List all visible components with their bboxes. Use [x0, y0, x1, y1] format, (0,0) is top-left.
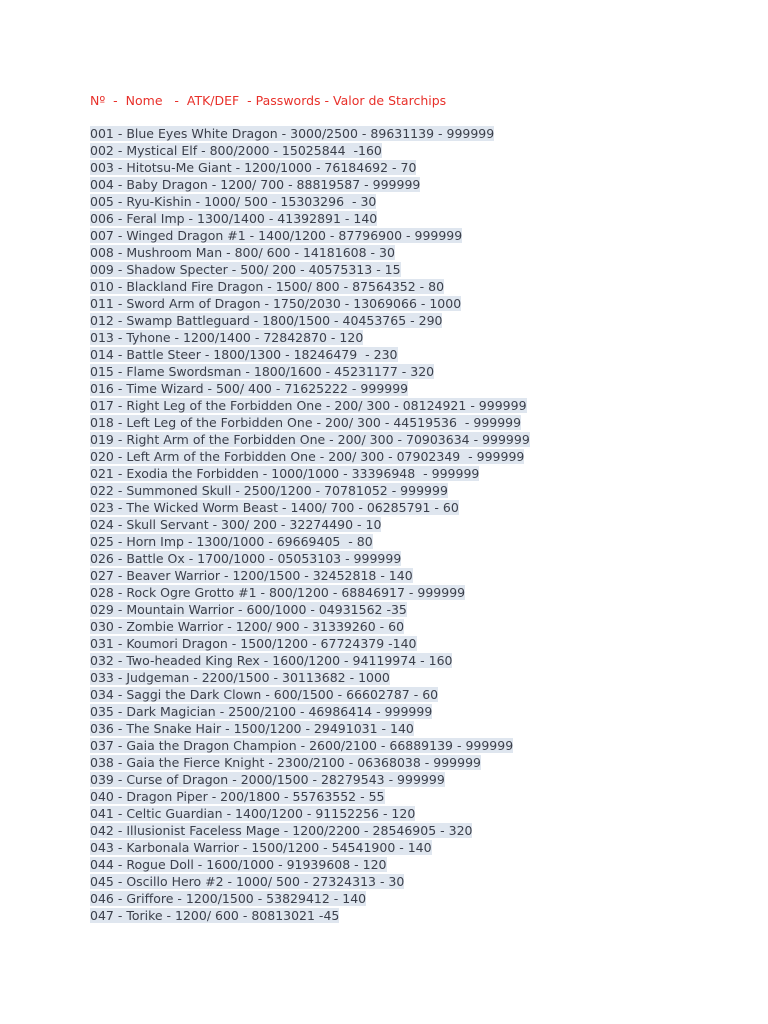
list-item-text: 008 - Mushroom Man - 800/ 600 - 14181608 - 30 — [90, 245, 395, 260]
list-item — [90, 754, 750, 771]
list-item-text: 015 - Flame Swordsman - 1800/1600 - 45231177 - 320 — [90, 364, 435, 379]
list-item — [90, 567, 750, 584]
list-item-text: 046 - Griffore - 1200/1500 - 53829412 - 140 — [90, 891, 367, 906]
list-item — [90, 193, 750, 210]
list-item — [90, 601, 750, 618]
list-item — [90, 482, 750, 499]
list-item — [90, 244, 750, 261]
list-item-text: 039 - Curse of Dragon - 2000/1500 - 28279543 - 999999 — [90, 772, 445, 787]
list-item — [90, 227, 750, 244]
list-item-text: 007 - Winged Dragon #1 - 1400/1200 - 87796900 - 999999 — [90, 228, 463, 243]
list-item — [90, 720, 750, 737]
list-item-text: 025 - Horn Imp - 1300/1000 - 69669405 - 80 — [90, 534, 373, 549]
list-item — [90, 125, 750, 142]
list-item — [90, 890, 750, 907]
list-item-text: 004 - Baby Dragon - 1200/ 700 - 88819587 - 999999 — [90, 177, 421, 192]
list-item-text: 043 - Karbonala Warrior - 1500/1200 - 54541900 - 140 — [90, 840, 432, 855]
list-item-text: 006 - Feral Imp - 1300/1400 - 41392891 - 140 — [90, 211, 378, 226]
list-item — [90, 618, 750, 635]
list-item — [90, 839, 750, 856]
list-item-text: 041 - Celtic Guardian - 1400/1200 - 91152256 - 120 — [90, 806, 416, 821]
list-item-text: 021 - Exodia the Forbidden - 1000/1000 - 33396948 - 999999 — [90, 466, 480, 481]
list-item — [90, 142, 750, 159]
list-item — [90, 414, 750, 431]
list-item-text: 010 - Blackland Fire Dragon - 1500/ 800 - 87564352 - 80 — [90, 279, 445, 294]
list-item — [90, 805, 750, 822]
list-item-text: 016 - Time Wizard - 500/ 400 - 71625222 - 999999 — [90, 381, 409, 396]
list-item-text: 040 - Dragon Piper - 200/1800 - 55763552 - 55 — [90, 789, 385, 804]
list-item-text: 027 - Beaver Warrior - 1200/1500 - 32452818 - 140 — [90, 568, 413, 583]
list-item-text: 005 - Ryu-Kishin - 1000/ 500 - 15303296 - 30 — [90, 194, 377, 209]
list-item — [90, 499, 750, 516]
list-item-text: 017 - Right Leg of the Forbidden One - 200/ 300 - 08124921 - 999999 — [90, 398, 527, 413]
list-item-text: 013 - Tyhone - 1200/1400 - 72842870 - 120 — [90, 330, 364, 345]
list-item-text: 030 - Zombie Warrior - 1200/ 900 - 31339260 - 60 — [90, 619, 405, 634]
list-item — [90, 686, 750, 703]
list-item — [90, 312, 750, 329]
list-item-text: 028 - Rock Ogre Grotto #1 - 800/1200 - 68846917 - 999999 — [90, 585, 466, 600]
card-list — [90, 125, 750, 924]
document-page — [90, 92, 750, 924]
list-item-text: 047 - Torike - 1200/ 600 - 80813021 -45 — [90, 908, 340, 923]
list-item — [90, 856, 750, 873]
list-item — [90, 652, 750, 669]
list-item — [90, 380, 750, 397]
list-item — [90, 873, 750, 890]
list-item-text: 038 - Gaia the Fierce Knight - 2300/2100 - 06368038 - 999999 — [90, 755, 481, 770]
column-header: Nº - Nome - ATK/DEF - Passwords - Valor de Starchips — [90, 93, 447, 108]
list-item-text: 020 - Left Arm of the Forbidden One - 200/ 300 - 07902349 - 999999 — [90, 449, 525, 464]
list-item-text: 012 - Swamp Battleguard - 1800/1500 - 40453765 - 290 — [90, 313, 443, 328]
list-item-text: 029 - Mountain Warrior - 600/1000 - 04931562 -35 — [90, 602, 407, 617]
list-item — [90, 635, 750, 652]
list-item — [90, 669, 750, 686]
list-item — [90, 907, 750, 924]
list-item-text: 034 - Saggi the Dark Clown - 600/1500 - 66602787 - 60 — [90, 687, 439, 702]
list-item-text: 035 - Dark Magician - 2500/2100 - 46986414 - 999999 — [90, 704, 433, 719]
list-item-text: 033 - Judgeman - 2200/1500 - 30113682 - 1000 — [90, 670, 390, 685]
list-item-text: 019 - Right Arm of the Forbidden One - 200/ 300 - 70903634 - 999999 — [90, 432, 530, 447]
list-item-text: 009 - Shadow Specter - 500/ 200 - 40575313 - 15 — [90, 262, 401, 277]
list-item-text: 032 - Two-headed King Rex - 1600/1200 - 94119974 - 160 — [90, 653, 453, 668]
list-item-text: 042 - Illusionist Faceless Mage - 1200/2200 - 28546905 - 320 — [90, 823, 473, 838]
list-item — [90, 278, 750, 295]
list-item-text: 024 - Skull Servant - 300/ 200 - 32274490 - 10 — [90, 517, 382, 532]
list-item — [90, 210, 750, 227]
list-item-text: 002 - Mystical Elf - 800/2000 - 15025844 -160 — [90, 143, 382, 158]
list-item-text: 031 - Koumori Dragon - 1500/1200 - 67724379 -140 — [90, 636, 417, 651]
list-item — [90, 431, 750, 448]
list-item — [90, 346, 750, 363]
list-item — [90, 737, 750, 754]
list-item — [90, 295, 750, 312]
list-item — [90, 533, 750, 550]
list-item — [90, 550, 750, 567]
list-item-text: 014 - Battle Steer - 1800/1300 - 18246479 - 230 — [90, 347, 398, 362]
list-item-text: 011 - Sword Arm of Dragon - 1750/2030 - 13069066 - 1000 — [90, 296, 462, 311]
list-item — [90, 771, 750, 788]
list-item — [90, 397, 750, 414]
list-item-text: 001 - Blue Eyes White Dragon - 3000/2500 - 89631139 - 999999 — [90, 126, 495, 141]
list-item-text: 022 - Summoned Skull - 2500/1200 - 70781052 - 999999 — [90, 483, 448, 498]
list-item-text: 003 - Hitotsu-Me Giant - 1200/1000 - 76184692 - 70 — [90, 160, 417, 175]
list-item-text: 026 - Battle Ox - 1700/1000 - 05053103 - 999999 — [90, 551, 402, 566]
list-item — [90, 329, 750, 346]
list-item-text: 037 - Gaia the Dragon Champion - 2600/2100 - 66889139 - 999999 — [90, 738, 514, 753]
list-item — [90, 703, 750, 720]
list-item-text: 045 - Oscillo Hero #2 - 1000/ 500 - 27324313 - 30 — [90, 874, 405, 889]
list-item — [90, 363, 750, 380]
list-item — [90, 516, 750, 533]
list-item — [90, 465, 750, 482]
list-item — [90, 584, 750, 601]
list-item — [90, 822, 750, 839]
list-item — [90, 159, 750, 176]
list-item-text: 023 - The Wicked Worm Beast - 1400/ 700 - 06285791 - 60 — [90, 500, 459, 515]
list-item — [90, 261, 750, 278]
list-item-text: 018 - Left Leg of the Forbidden One - 200/ 300 - 44519536 - 999999 — [90, 415, 522, 430]
list-item — [90, 788, 750, 805]
list-item — [90, 176, 750, 193]
list-item-text: 044 - Rogue Doll - 1600/1000 - 91939608 - 120 — [90, 857, 387, 872]
list-item-text: 036 - The Snake Hair - 1500/1200 - 29491031 - 140 — [90, 721, 414, 736]
list-item — [90, 448, 750, 465]
